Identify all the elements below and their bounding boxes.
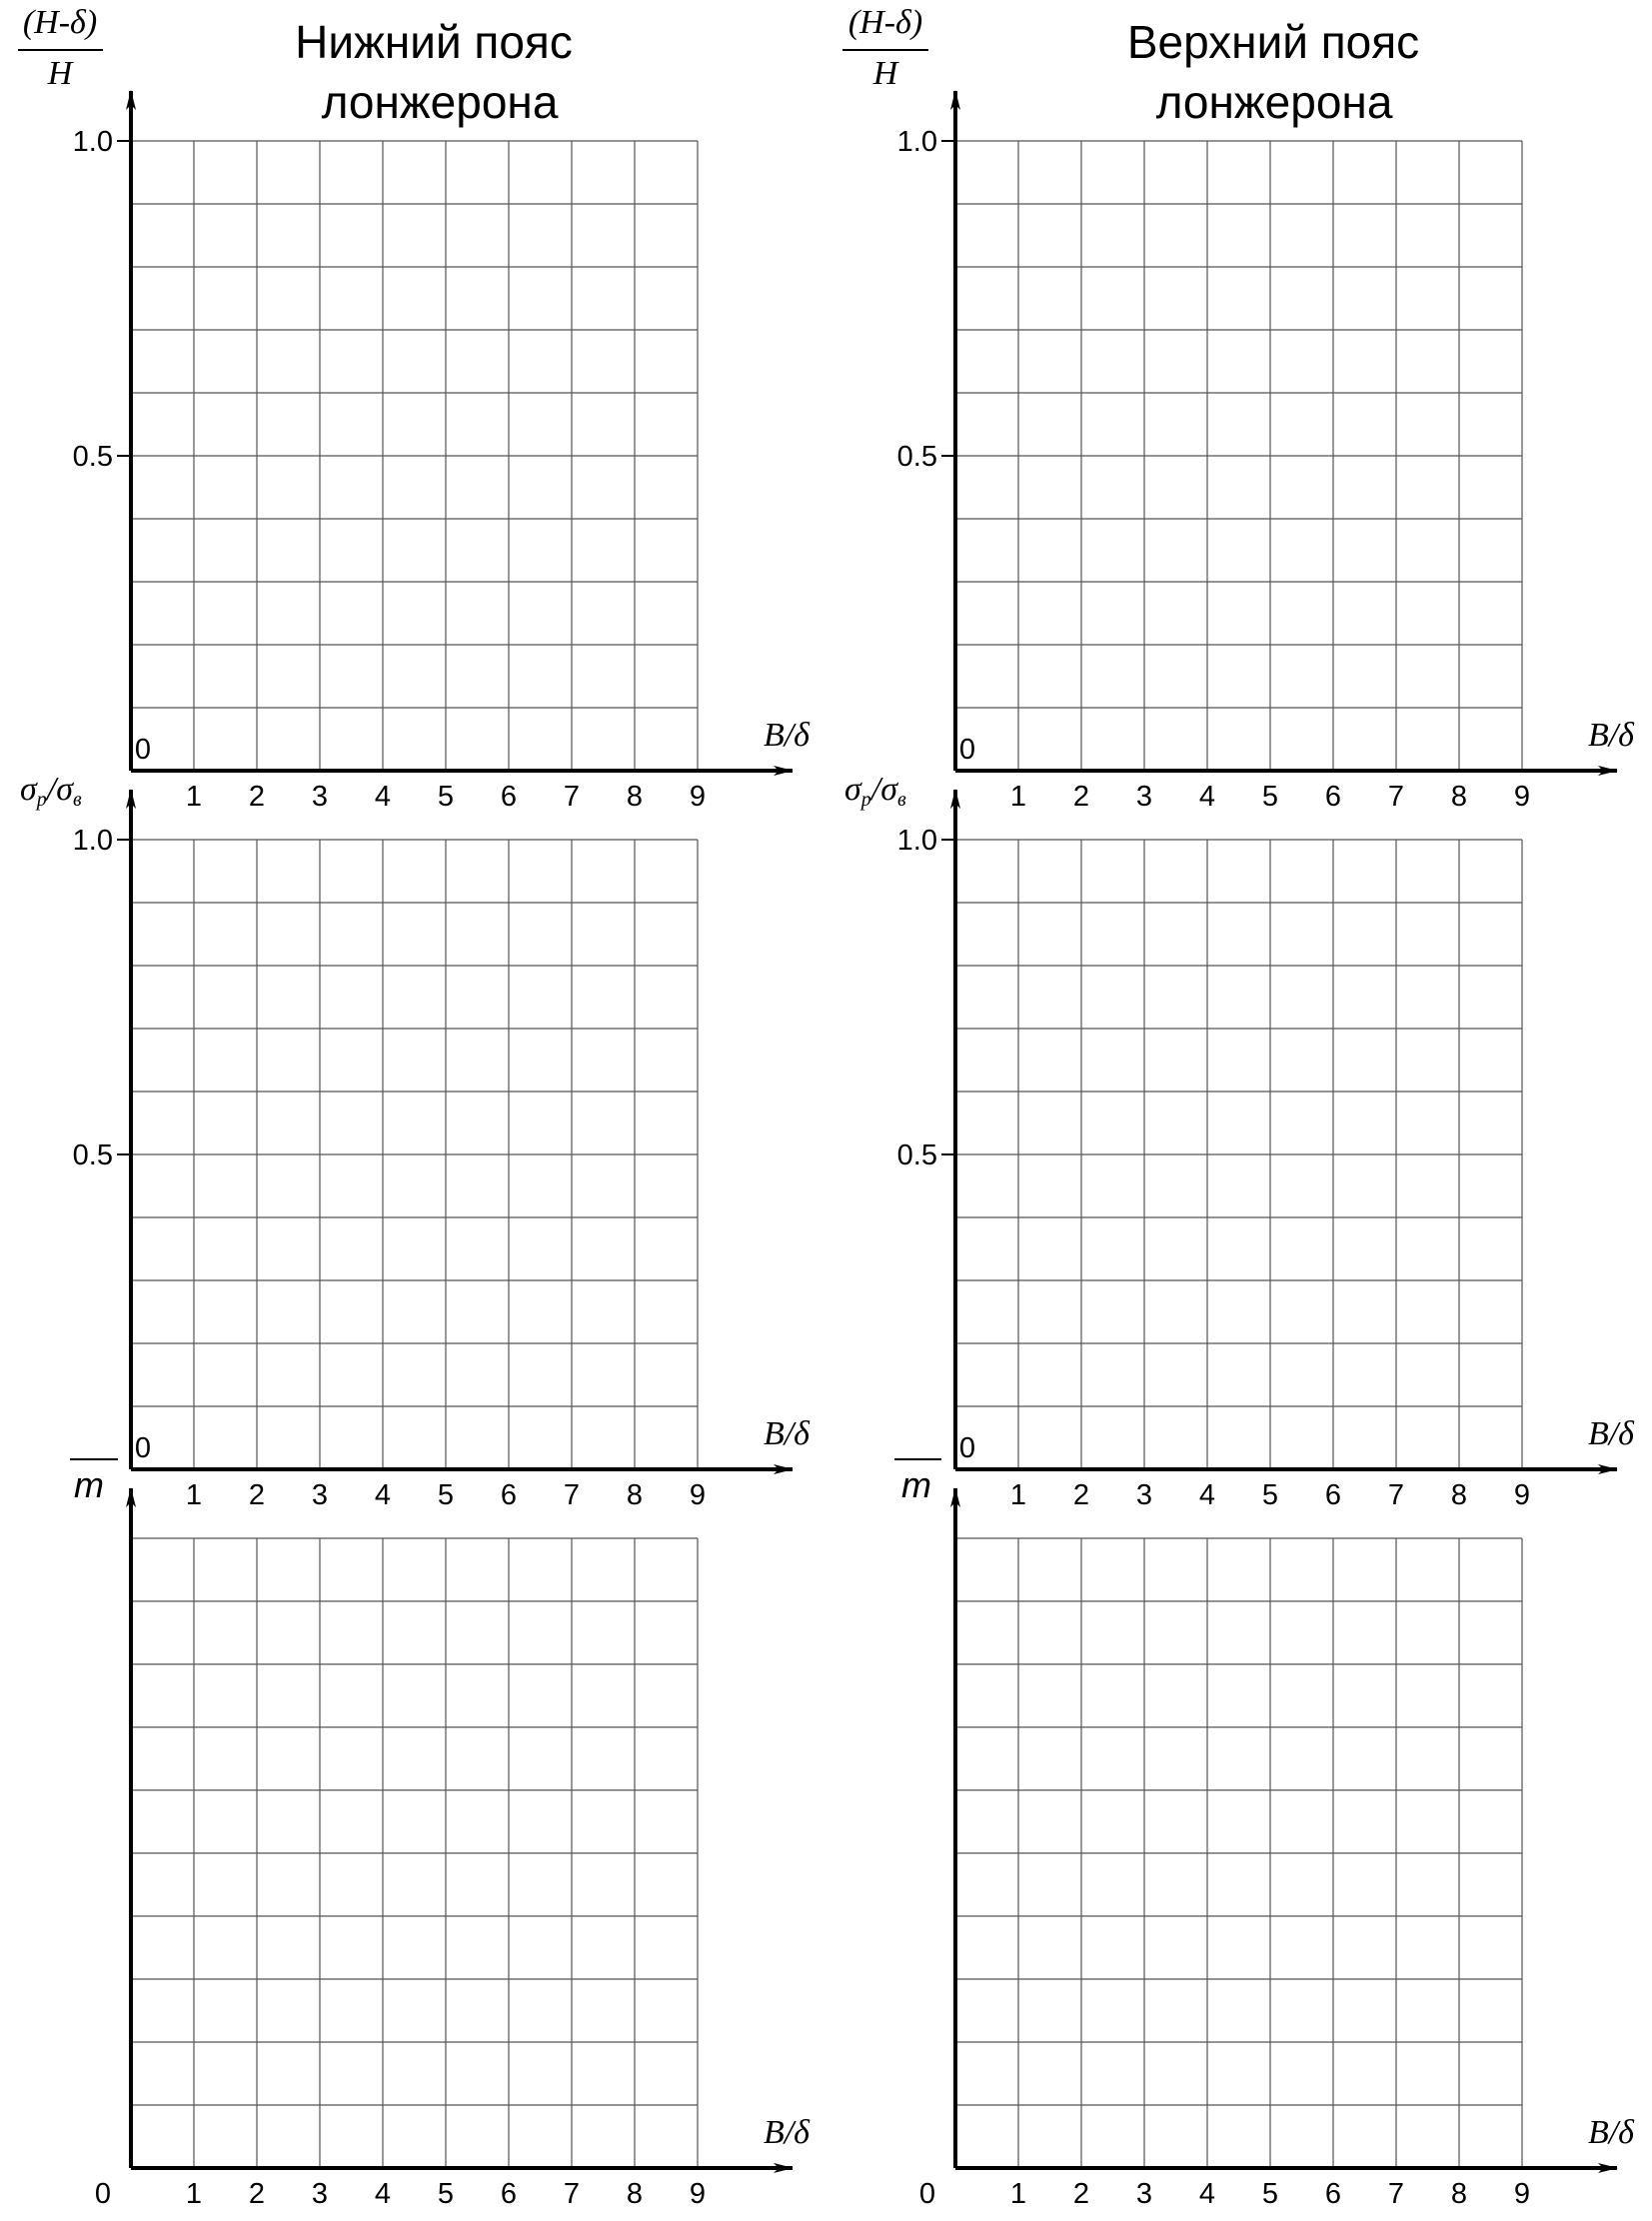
x-tick-label: 2 <box>1072 1479 1090 1511</box>
sigma-sep: / <box>870 771 881 808</box>
y-tick-label: 1.0 <box>896 126 937 158</box>
origin-label: 0 <box>134 734 152 766</box>
x-tick-label: 7 <box>1387 781 1405 813</box>
x-tick-label: 9 <box>1513 2178 1531 2210</box>
x-tick-label: 5 <box>437 781 455 813</box>
x-tick-label: 3 <box>1135 2178 1153 2210</box>
origin-label: 0 <box>94 2178 112 2210</box>
x-tick-label: 5 <box>1261 2178 1279 2210</box>
panel-4 <box>95 1488 811 2210</box>
chart-title-right-line1: Верхний пояс <box>1126 16 1420 68</box>
x-tick-label: 2 <box>248 781 266 813</box>
x-tick-label: 8 <box>626 1479 644 1511</box>
x-tick-label: 2 <box>248 1479 266 1511</box>
y-tick-label: 1.0 <box>72 126 113 158</box>
x-tick-label: 6 <box>1324 2178 1342 2210</box>
x-tick-label: 6 <box>500 2178 518 2210</box>
x-axis-label: B/δ <box>1587 1415 1634 1452</box>
x-tick-label: 8 <box>626 781 644 813</box>
x-tick-label: 2 <box>1072 781 1090 813</box>
panel-0 <box>73 91 812 813</box>
x-tick-label: 6 <box>1324 1479 1342 1511</box>
x-tick-label: 4 <box>1198 1479 1216 1511</box>
x-axis-label: B/δ <box>763 717 810 754</box>
x-tick-label: 3 <box>1135 1479 1153 1511</box>
ylabel-numerator-right: (H-δ) <box>847 4 923 41</box>
y-tick-label: 1.0 <box>72 825 113 857</box>
x-tick-label: 6 <box>500 1479 518 1511</box>
ylabel-denominator-right: H <box>872 55 898 92</box>
x-tick-label: 3 <box>311 781 329 813</box>
panel-1 <box>897 91 1636 813</box>
y-tick-label: 0.5 <box>896 441 937 473</box>
origin-label: 0 <box>958 734 976 766</box>
x-tick-label: 2 <box>248 2178 266 2210</box>
x-tick-label: 1 <box>1009 2178 1027 2210</box>
x-axis-label: B/δ <box>1587 2114 1634 2151</box>
x-tick-label: 4 <box>1198 781 1216 813</box>
x-tick-label: 1 <box>185 1479 203 1511</box>
sigma-p: σ <box>20 771 37 808</box>
x-axis-label: B/δ <box>763 1415 810 1452</box>
origin-label: 0 <box>918 2178 936 2210</box>
panel-3 <box>897 790 1636 1511</box>
panels-group <box>73 91 1636 2210</box>
y-tick-label: 0.5 <box>896 1139 937 1171</box>
x-tick-label: 1 <box>1009 781 1027 813</box>
x-tick-label: 4 <box>374 781 392 813</box>
x-tick-label: 5 <box>437 2178 455 2210</box>
x-tick-label: 7 <box>563 781 581 813</box>
x-tick-label: 8 <box>626 2178 644 2210</box>
x-tick-label: 3 <box>1135 781 1153 813</box>
x-tick-label: 9 <box>1513 1479 1531 1511</box>
chart-title-right-line2: лонжерона <box>1155 76 1393 128</box>
panel-2 <box>73 790 812 1511</box>
x-tick-label: 7 <box>563 2178 581 2210</box>
x-tick-label: 3 <box>311 1479 329 1511</box>
x-tick-label: 4 <box>374 2178 392 2210</box>
x-tick-label: 6 <box>1324 781 1342 813</box>
chart-title-left-line1: Нижний пояс <box>295 16 573 68</box>
sigma-v: σ <box>880 771 898 808</box>
panel-5 <box>919 1488 1635 2210</box>
origin-label: 0 <box>134 1432 152 1464</box>
x-tick-label: 2 <box>1072 2178 1090 2210</box>
y-tick-label: 1.0 <box>896 825 937 857</box>
sigma-v-sub: в <box>73 789 82 811</box>
sigma-v: σ <box>56 771 74 808</box>
ylabel-m-left: m <box>74 1464 104 1505</box>
sigma-p-sub: р <box>36 789 47 811</box>
x-axis-label: B/δ <box>1587 717 1634 754</box>
chart-title-left-line2: лонжерона <box>321 76 559 128</box>
x-tick-label: 6 <box>500 781 518 813</box>
sigma-sep: / <box>46 771 57 808</box>
ylabel-denominator-left: H <box>47 55 73 92</box>
sigma-v-sub: в <box>897 789 906 811</box>
x-tick-label: 9 <box>689 1479 707 1511</box>
sigma-p-sub: р <box>860 789 871 811</box>
x-tick-label: 4 <box>374 1479 392 1511</box>
origin-label: 0 <box>958 1432 976 1464</box>
x-tick-label: 9 <box>689 2178 707 2210</box>
x-tick-label: 5 <box>1261 1479 1279 1511</box>
y-tick-label: 0.5 <box>72 1139 113 1171</box>
x-tick-label: 1 <box>185 2178 203 2210</box>
x-tick-label: 7 <box>1387 1479 1405 1511</box>
x-tick-label: 5 <box>1261 781 1279 813</box>
x-axis-label: B/δ <box>763 2114 810 2151</box>
ylabel-sigma-ratio-right <box>844 771 906 811</box>
sigma-p: σ <box>844 771 861 808</box>
ylabel-m-right: m <box>901 1464 931 1505</box>
y-tick-label: 0.5 <box>72 441 113 473</box>
x-tick-label: 9 <box>689 781 707 813</box>
x-tick-label: 7 <box>1387 2178 1405 2210</box>
x-tick-label: 1 <box>1009 1479 1027 1511</box>
x-tick-label: 4 <box>1198 2178 1216 2210</box>
x-tick-label: 8 <box>1450 781 1468 813</box>
x-tick-label: 7 <box>563 1479 581 1511</box>
x-tick-label: 5 <box>437 1479 455 1511</box>
x-tick-label: 9 <box>1513 781 1531 813</box>
x-tick-label: 8 <box>1450 1479 1468 1511</box>
ylabel-numerator-left: (H-δ) <box>22 4 98 41</box>
ylabel-sigma-ratio-left <box>20 771 82 811</box>
x-tick-label: 8 <box>1450 2178 1468 2210</box>
x-tick-label: 1 <box>185 781 203 813</box>
x-tick-label: 3 <box>311 2178 329 2210</box>
